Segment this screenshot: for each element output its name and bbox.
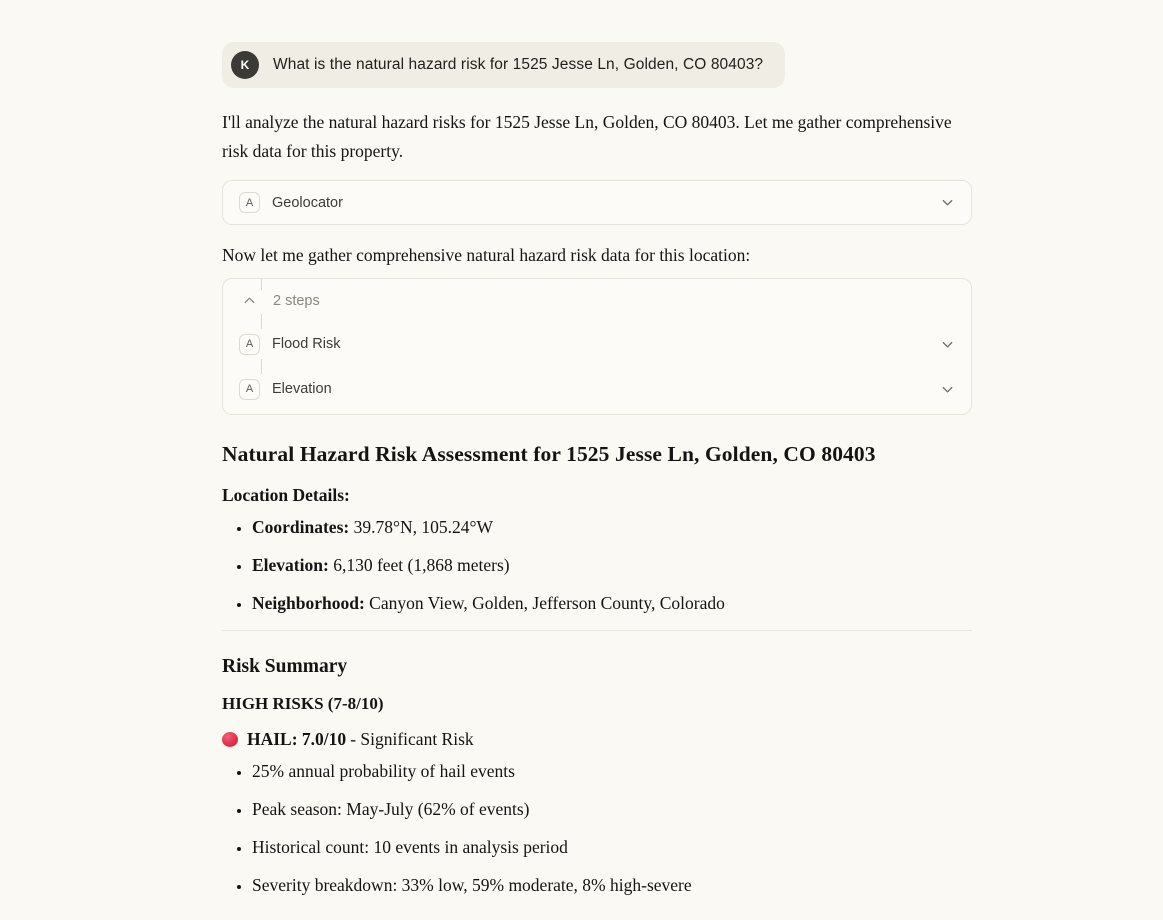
hail-details-list xyxy=(222,760,972,896)
location-item-value: 6,130 feet (1,868 meters) xyxy=(333,555,510,575)
hail-risk-line xyxy=(222,729,972,750)
tool-badge-icon xyxy=(239,334,260,355)
tool-badge-letter: A xyxy=(245,196,254,209)
red-circle-icon xyxy=(222,732,238,747)
geolocator-tool-card xyxy=(222,180,972,225)
chat-column xyxy=(222,42,972,896)
steps-count-label: 2 steps xyxy=(273,292,320,309)
list-item xyxy=(252,516,972,538)
tool-badge-letter: A xyxy=(245,383,254,395)
location-item-label: Elevation: xyxy=(252,555,329,575)
user-avatar xyxy=(231,51,259,79)
tool-badge-icon xyxy=(239,192,260,213)
hail-risk-suffix: - Significant Risk xyxy=(350,729,474,749)
geolocator-tool-label: Geolocator xyxy=(272,194,343,211)
chevron-down-icon[interactable] xyxy=(940,195,955,210)
location-details-heading: Location Details: xyxy=(222,485,350,505)
hail-risk-label: HAIL: 7.0/10 xyxy=(247,729,347,749)
chevron-down-icon[interactable] xyxy=(940,337,955,352)
location-details-list xyxy=(222,516,972,614)
user-message-bubble xyxy=(222,42,785,88)
list-item: • Severity breakdown: 33% low, 59% moderate, 8% high-severe xyxy=(252,874,972,896)
location-item-value: Canyon View, Golden, Jefferson County, Colorado xyxy=(369,593,725,613)
assistant-second-paragraph: Now let me gather comprehensive natural hazard risk data for this location: xyxy=(222,245,751,265)
tool-badge-icon xyxy=(239,379,260,400)
tool-badge-letter: A xyxy=(245,338,254,350)
step-row-elevation[interactable] xyxy=(239,377,955,401)
user-avatar-initial: K xyxy=(240,58,250,72)
assistant-intro-paragraph: I'll analyze the natural hazard risks for 1525 Jesse Ln, Golden, CO 80403. Let me gather comprehensive risk data for this property. xyxy=(222,112,952,161)
location-item-value: 39.78°N, 105.24°W xyxy=(353,517,493,537)
list-item xyxy=(252,592,972,614)
risk-summary-heading: Risk Summary xyxy=(222,656,348,677)
steps-group-card xyxy=(222,278,972,415)
step-connector-line xyxy=(261,314,262,329)
list-item: • Peak season: May-July (62% of events) xyxy=(252,798,972,820)
list-item: • Historical count: 10 events in analysis period xyxy=(252,836,972,858)
location-item-label: Neighborhood: xyxy=(252,593,365,613)
section-divider xyxy=(222,630,972,631)
step-row-flood-risk[interactable] xyxy=(239,332,955,356)
flood-risk-tool-label: Flood Risk xyxy=(272,336,341,352)
user-message-row xyxy=(222,42,972,88)
steps-group-header[interactable] xyxy=(239,290,955,311)
geolocator-tool-row[interactable] xyxy=(223,181,971,224)
location-item-label: Coordinates: xyxy=(252,517,350,537)
list-item xyxy=(252,554,972,576)
chevron-up-icon[interactable] xyxy=(239,293,260,308)
list-item: • 25% annual probability of hail events xyxy=(252,760,972,782)
high-risks-heading: HIGH RISKS (7-8/10) xyxy=(222,694,384,713)
user-message-text: What is the natural hazard risk for 1525 Jesse Ln, Golden, CO 80403? xyxy=(273,56,764,73)
chevron-down-icon[interactable] xyxy=(940,382,955,397)
elevation-tool-label: Elevation xyxy=(272,381,332,397)
step-connector-line xyxy=(261,359,262,374)
step-connector-line xyxy=(261,279,262,290)
report-title: Natural Hazard Risk Assessment for 1525 Jesse Ln, Golden, CO 80403 xyxy=(222,442,876,466)
